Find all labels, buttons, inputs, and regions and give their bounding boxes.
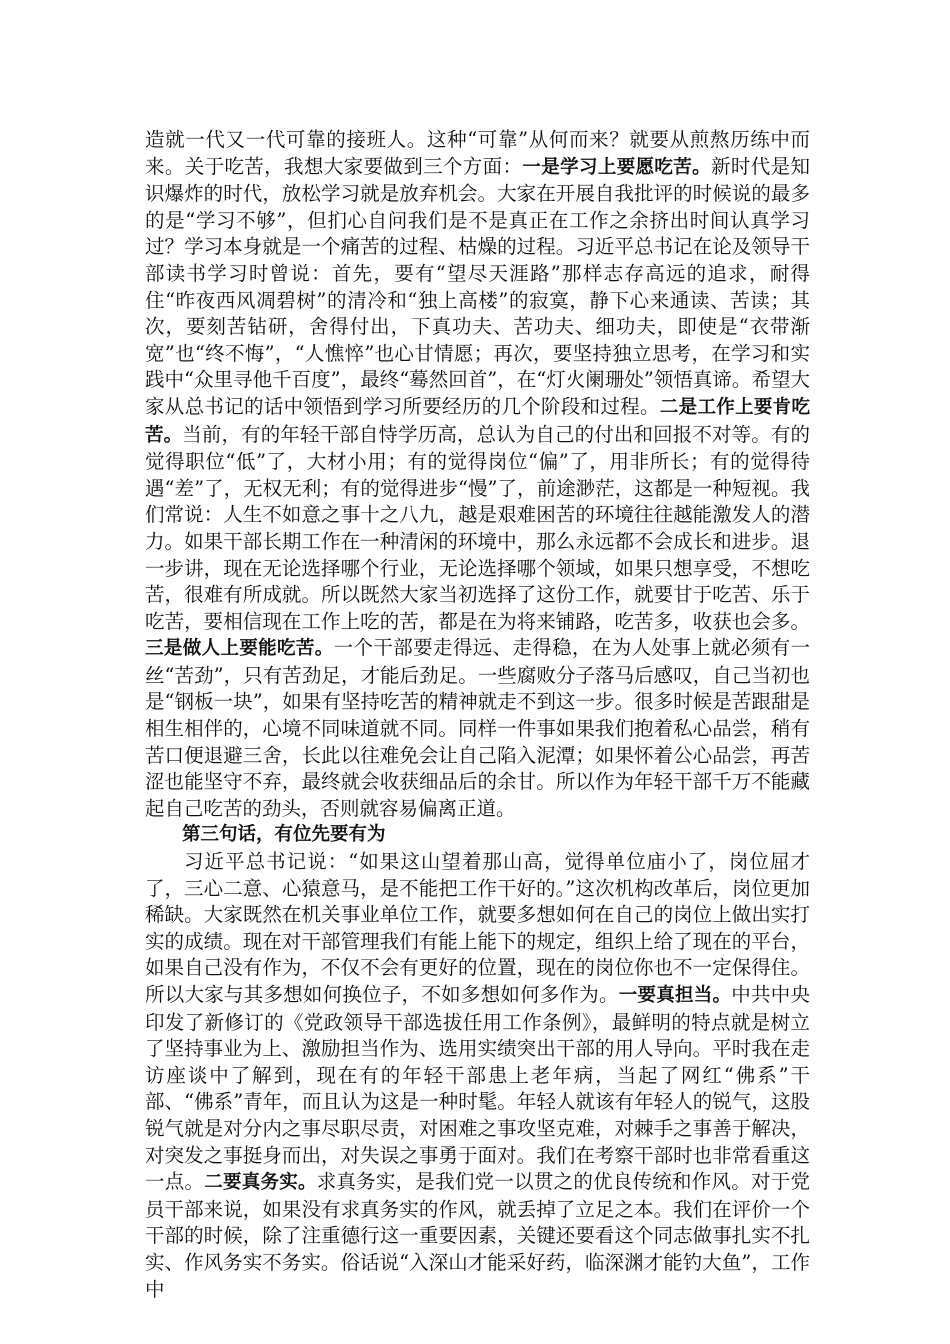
paragraph-text: 中共中央印发了新修订的《党政领导干部选拔任用工作条例》，最鲜明的特点就是树立了坚持事业为上、激励担当作为、选用实绩突出干部的用人导向。平时我在走访座谈中了解到，现在有的年轻干部患上老年病，当起了网红“佛系”干部、“佛系”青年，而且认为这是一种时髦。年轻人就该有年轻人的锐气，这股锐气就是对分内之事尽职尽责，对困难之事攻坚克难，对棘手之事善于解决，对突发之事挺身而出，对失误之事勇于面对。我们在考察干部时也非常看重这一点。 — [145, 983, 810, 1194]
body-paragraph — [145, 127, 810, 822]
document-page — [145, 127, 810, 1303]
emphasis-text: 一是学习上要愿吃苦。 — [522, 156, 712, 178]
paragraph-text: 一个干部要走得远、走得稳，在为人处事上就必须有一丝“苦劲”，只有苦劲足，才能后劲足。一些腐败分子落马后感叹，自己当初也是“钢板一块”，如果有坚持吃苦的精神就走不到这一步。很多时候是苦跟甜是相生相伴的，心境不同味道就不同。同样一件事如果我们抱着私心品尝，稍有苦口便退避三舍，长此以往难免会让自己陷入泥潭；如果怀着公心品尝，再苦涩也能坚守不弃，最终就会收获细品后的余甘。所以作为年轻干部千万不能藏起自己吃苦的劲头，否则就容易偏离正道。 — [145, 636, 810, 820]
emphasis-text: 三是做人上要能吃苦。 — [145, 638, 334, 660]
emphasis-text: 一要真担当。 — [618, 985, 732, 1006]
section-heading: 第三句话，有位先要有为 — [182, 824, 386, 846]
body-paragraph — [145, 849, 810, 1303]
emphasis-text: 二是工作上要肯吃苦。 — [145, 396, 810, 446]
paragraph-text: 习近平总书记说：“如果这山望着那山高，觉得单位庙小了，岗位屈才了，三心二意、心猿意马，是不能把工作干好的。”这次机构改革后，岗位更加稀缺。大家既然在机关事业单位工作，就要多想如何在自己的岗位上做出实打实的成绩。现在对干部管理我们有能上能下的规定，组织上给了现在的平台，如果自己没有作为，不仅不会有更好的位置，现在的岗位你也不一定保得住。所以大家与其多想如何换位子，不如多想如何多作为。 — [145, 850, 810, 1006]
paragraph-text: 求真务实，是我们党一以贯之的优良传统和作风。对于党员干部来说，如果没有求真务实的作风，就丢掉了立足之本。我们在评价一个干部的时候，除了注重德行这一重要因素，关键还要看这个同志做事扎实不扎实、作风务实不务实。俗话说“入深山才能采好药，临深渊才能钓大鱼”，工作中 — [145, 1170, 810, 1301]
paragraph-text: 当前，有的年轻干部自恃学历高，总认为自己的付出和回报不对等。有的觉得职位“低”了，大材小用；有的觉得岗位“偏”了，用非所长；有的觉得待遇“差”了，无权无利；有的觉得进步“慢”了，前途渺茫，这都是一种短视。我们常说：人生不如意之事十之八九，越是艰难困苦的环境往往越能激发人的潜力。如果干部长期工作在一种清闲的环境中，那么永远都不会成长和进步。退一步讲，现在无论选择哪个行业，无论选择哪个领域，如果只想享受，不想吃苦，很难有所成就。所以既然大家当初选择了这份工作，就要甘于吃苦、乐于吃苦，要相信现在工作上吃的苦，都是在为将来铺路，吃苦多，收获也会多。 — [145, 422, 810, 633]
paragraph-text: 造就一代又一代可靠的接班人。这种“可靠”从何而来？就要从煎熬历练中而来。关于吃苦，我想大家要做到三个方面： — [145, 128, 810, 178]
emphasis-text: 二要真务实。 — [204, 1172, 317, 1194]
paragraph-text: 新时代是知识爆炸的时代，放松学习就是放弃机会。大家在开展自我批评的时候说的最多的是“学习不够”，但扪心自问我们是不是真正在工作之余挤出时间认真学习过？学习本身就是一个痛苦的过程、枯燥的过程。习近平总书记在论及领导干部读书学习时曾说：首先，要有“望尽天涯路”那样志存高远的追求，耐得住“昨夜西风凋碧树”的清冷和“独上高楼”的寂寞，静下心来通读、苦读；其次，要刻苦钻研，舍得付出，下真功夫、苦功夫、细功夫，即使是“衣带渐宽”也“终不悔”，“人憔悴”也心甘情愿；再次，要坚持独立思考，在学习和实践中“众里寻他千百度”，最终“蓦然回首”，在“灯火阑珊处”领悟真谛。希望大家从总书记的话中领悟到学习所要经历的几个阶段和过程。 — [145, 154, 810, 418]
